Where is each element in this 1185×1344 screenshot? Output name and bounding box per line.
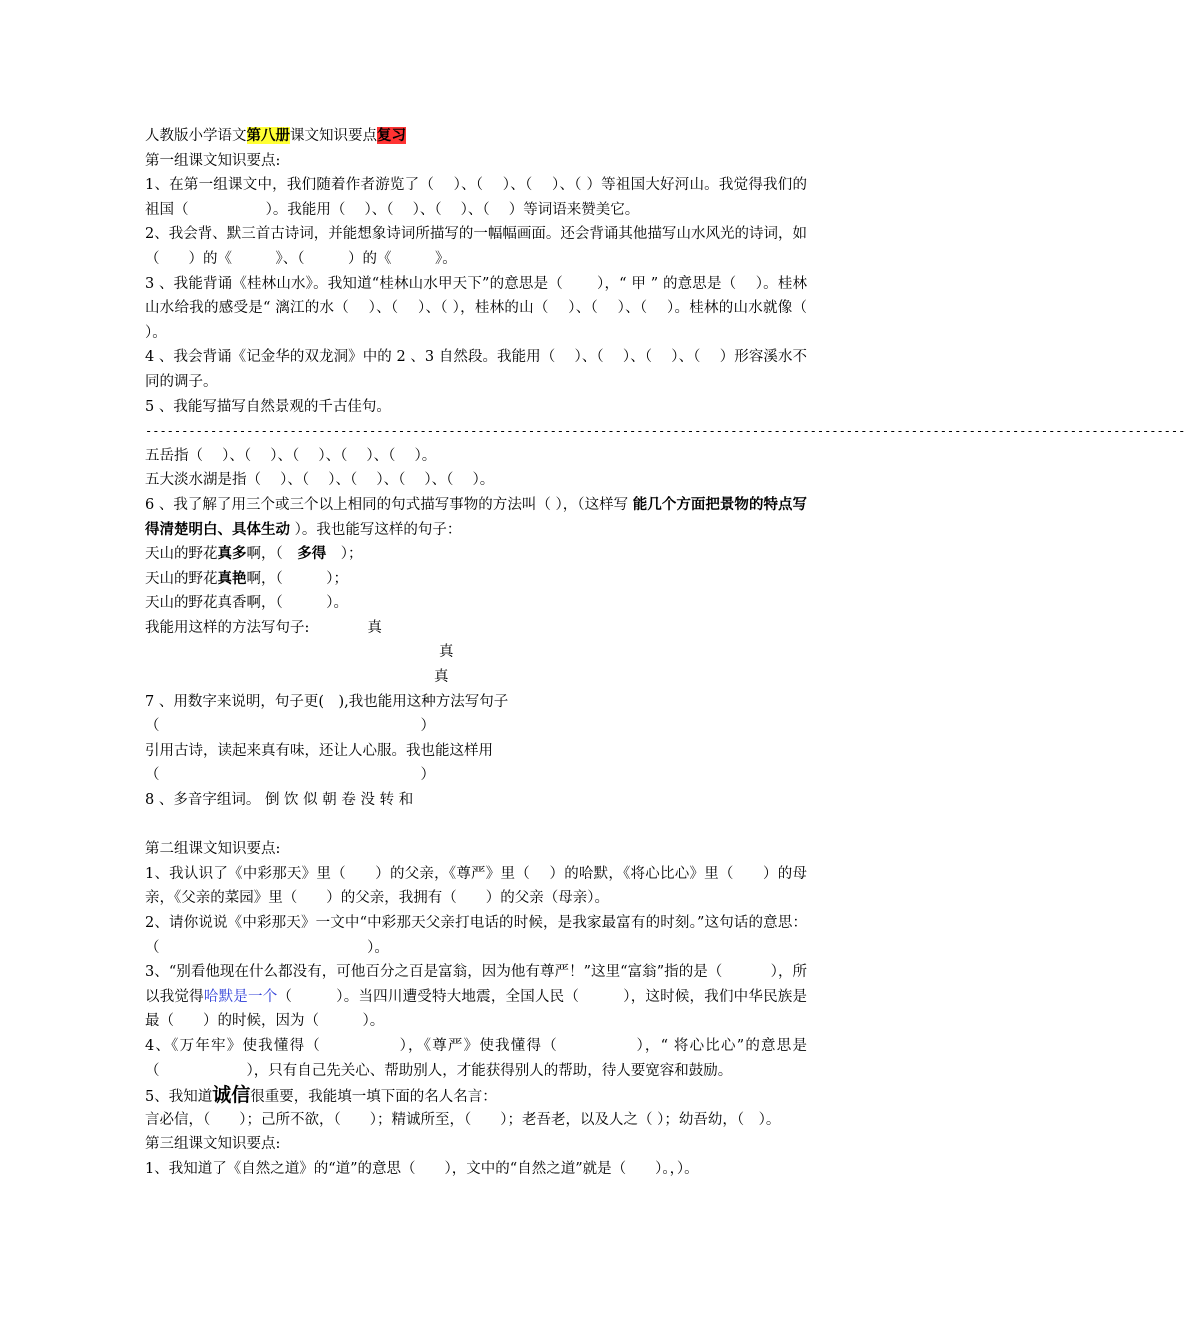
group2-item-6: 言必信，（ ）；己所不欲，（ ）；精诚所至，（ ）；老吾老，以及人之（ ）；幼吾幼，（ ）。 — [145, 1111, 781, 1128]
divider-line: ------------------------------------------------------------------------------------------------------------------------------------------------ — [145, 424, 1185, 439]
group1-item-5: 5 、我能写描写自然景观的千古佳句。 — [145, 398, 391, 415]
sentence-6: 真 — [434, 669, 449, 686]
wuyue-line: 五岳指（ ）、（ ）、（ ）、（ ）、（ ）。 — [145, 447, 437, 464]
text: 我能用这样的方法写句子: — [145, 619, 310, 636]
group2-item-2: 2、请你说说《中彩那天》一文中“中彩那天父亲打电话的时候，是我家最富有的时刻。”这句话的意思：（ ）。 — [145, 915, 807, 956]
text: 啊，（ — [246, 546, 298, 563]
group2-item-5 — [145, 1083, 807, 1108]
text: 天山的野花 — [145, 570, 218, 587]
highlight-red: 复习 — [377, 127, 406, 144]
text: 6 、我了解了用三个或三个以上相同的句式描写事物的方法叫（ ），（这样写 — [145, 496, 633, 513]
group3-heading: 第三组课文知识要点: — [145, 1136, 281, 1153]
text: ）。我也能写这样的句子： — [290, 521, 462, 538]
text: ）； — [326, 546, 363, 563]
bold-text: 多得 — [297, 545, 327, 563]
group2-heading: 第二组课文知识要点: — [145, 841, 281, 858]
sentence-1 — [145, 542, 807, 567]
wudan-line: 五大淡水湖是指（ ）、（ ）、（ ）、（ ）、（ ）。 — [145, 472, 495, 489]
group3-item-1: 1、我知道了《自然之道》的“道”的意思（ ），文中的“自然之道”就是（ ）。，）。 — [145, 1160, 699, 1177]
group1-item-6 — [145, 493, 807, 542]
text: 很重要，我能填一填下面的名人名言： — [250, 1089, 497, 1106]
title-part: 课文知识要点 — [290, 128, 377, 144]
group1-item-7: 7 、用数字来说明，句子更( ),我也能用这种方法写句子 — [145, 693, 509, 710]
group1-item-1: 1、在第一组课文中，我们随着作者游览了（ ）、（ ）、（ ）、（ ）等祖国大好河山。我觉得我们的祖国（ ）。我能用（ ）、（ ）、（ ）、（ ）等词语来赞美它。 — [145, 177, 807, 218]
text: 啊，（ ）； — [246, 570, 348, 587]
text: （ ）。当四川遭受特大地震，全国人民（ ），这时候，我们中华民族是最（ ）的时候，因为（ ）。 — [145, 988, 808, 1030]
group1-item-4: 4 、我会背诵《记金华的双龙洞》中的 2 、3 自然段。我能用（ ）、（ ）、（ ）、（ ）形容溪水不同的调子。 — [145, 349, 807, 390]
spacer — [145, 813, 807, 838]
quote-line: 引用古诗，读起来真有味，还让人心服。我也能这样用 — [145, 742, 493, 759]
blue-text: 哈默是一个 — [203, 988, 278, 1005]
text: 天山的野花 — [145, 546, 218, 563]
quote-blank: （ ） — [145, 767, 435, 784]
highlight-yellow: 第八册 — [246, 127, 290, 144]
group1-item-3: 3 、我能背诵《桂林山水》。我知道“桂林山水甲天下”的意思是（ ），“ 甲 ” 的意思是（ ）。桂林山水给我的感受是“ 漓江的水（ ）、（ ）、（ ），桂林的山（ ）、（ ）、（ ）。桂林的山水就像（ ）。 — [145, 275, 928, 341]
sentence-5: 真 — [439, 644, 454, 661]
bold-text: 真艳 — [217, 569, 247, 587]
group1-heading: 第一组课文知识要点: — [145, 152, 281, 169]
sentence-2 — [145, 567, 807, 592]
text: 5、我知道 — [145, 1089, 213, 1106]
bold-text: 真多 — [217, 545, 247, 563]
group1-item-2: 2、我会背、默三首古诗词，并能想象诗词所描写的一幅幅画面。还会背诵其他描写山水风光的诗词，如（ ）的《 》、（ ）的《 》。 — [145, 226, 807, 267]
emphasis-text: 诚信 — [212, 1084, 251, 1107]
group2-item-3 — [145, 960, 807, 1034]
group2-item-1: 1、我认识了《中彩那天》里（ ）的父亲，《尊严》里（ ）的哈默，《将心比心》里（ ）的母亲，《父亲的菜园》里（ ）的父亲，我拥有（ ）的父亲（母亲）。 — [145, 865, 807, 907]
title-part: 人教版小学语文 — [145, 128, 247, 144]
group1-item-8: 8 、多音字组词。 倒 饮 似 朝 卷 没 转 和 — [145, 792, 414, 809]
text: 3、“别看他现在什么都没有，可他百分之百是富翁，因为他有尊严！”这里“富翁”指的是（ ），所以我觉得 — [145, 964, 807, 1005]
bold-text: 能几个方面把景物的特点写得清楚明白、具体生动 — [145, 495, 807, 538]
group1-item-7-blank: （ ） — [145, 718, 435, 735]
group2-item-4: 4、《万年牢》使我懂得（ ），《尊严》使我懂得（ ），“ 将心比心”的意思是（ ），只有自己先关心、帮助别人，才能获得别人的帮助，待人要宽容和鼓励。 — [145, 1037, 807, 1079]
sentence-3: 天山的野花真香啊，（ ）。 — [145, 595, 348, 612]
document-body — [145, 124, 1185, 1182]
document-title — [145, 124, 807, 149]
sentence-4 — [145, 616, 807, 641]
text: 真 — [367, 619, 382, 636]
